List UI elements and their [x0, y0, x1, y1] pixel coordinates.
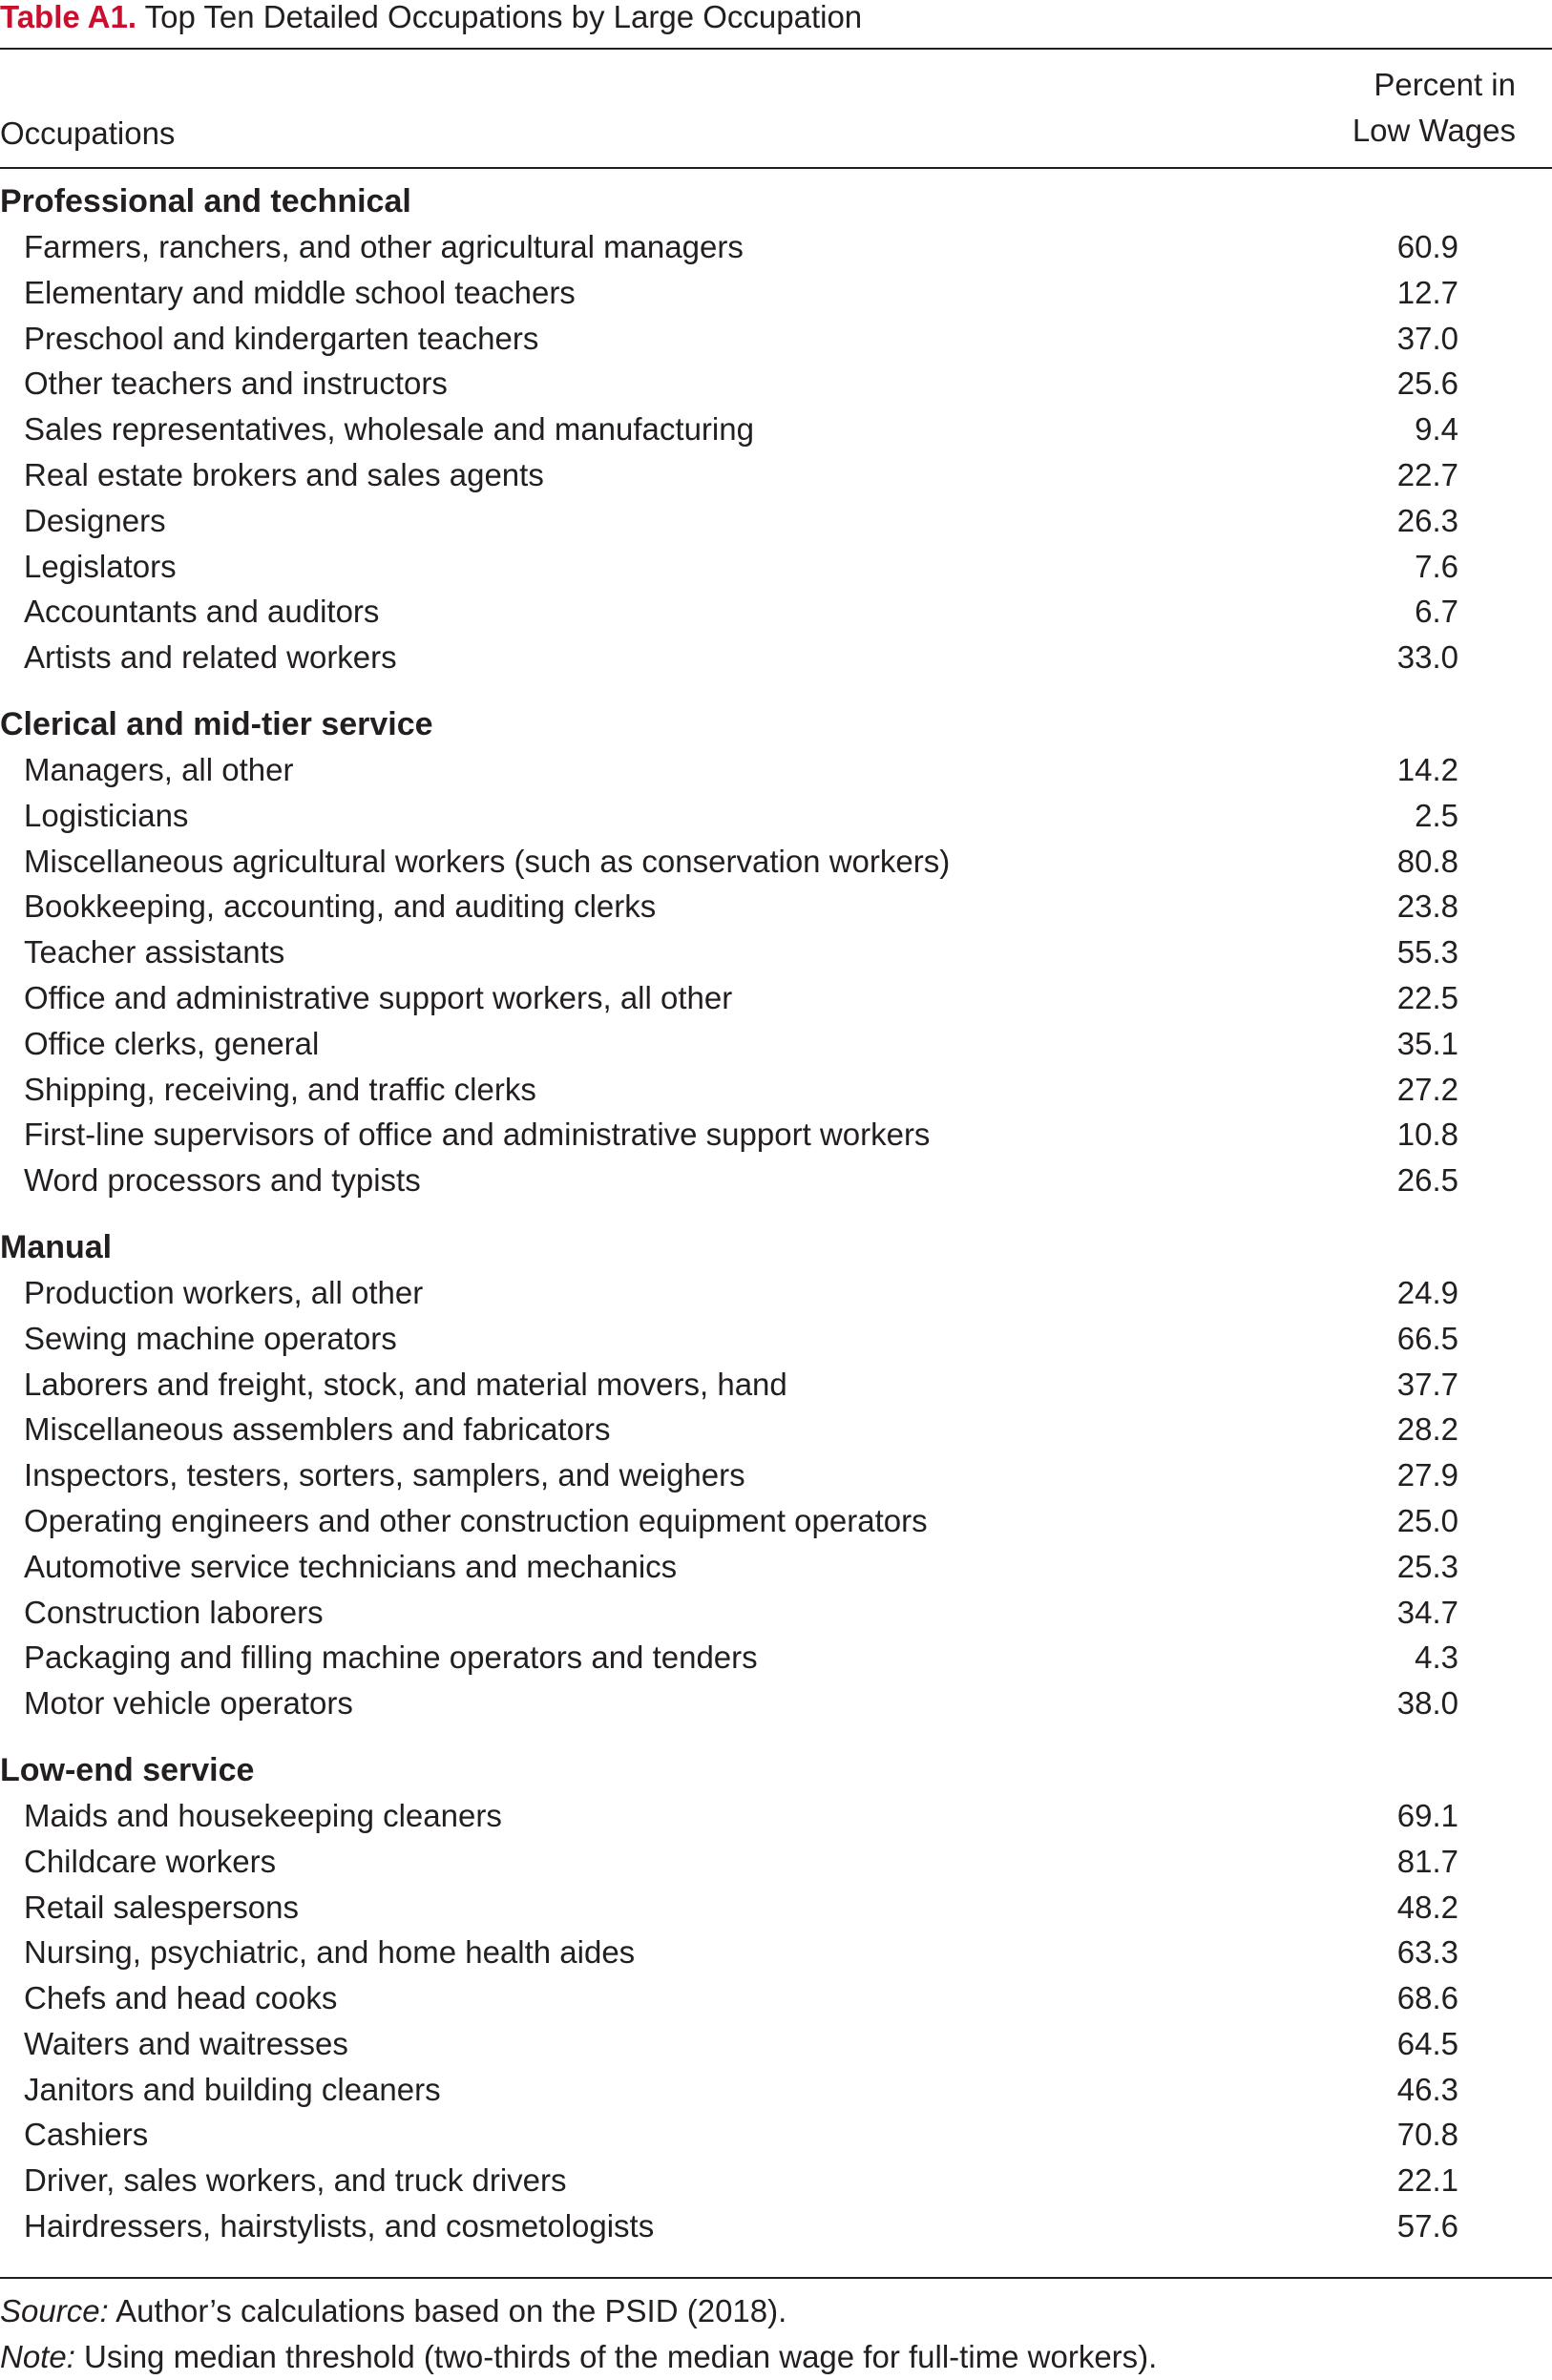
- table-body: [0, 178, 1552, 2270]
- occupation-name: Legislators: [24, 548, 177, 584]
- table-row: [0, 1316, 1552, 1362]
- table-row: [0, 635, 1552, 680]
- table-row: [0, 793, 1552, 839]
- table-title: Top Ten Detailed Occupations by Large Occupation: [144, 0, 863, 34]
- group-title: Clerical and mid-tier service: [0, 705, 433, 742]
- table-row: [0, 884, 1552, 929]
- occupation-group: [0, 1747, 1552, 2249]
- percent-low-wages-value: 7.6: [1415, 548, 1458, 584]
- table-row: [0, 1362, 1552, 1408]
- occupation-name: Miscellaneous assemblers and fabricators: [24, 1411, 611, 1448]
- occupation-name: Operating engineers and other construction equipment operators: [24, 1502, 928, 1538]
- occupation-name: Janitors and building cleaners: [24, 2071, 441, 2107]
- percent-low-wages-value: 4.3: [1415, 1639, 1458, 1676]
- table-row: [0, 270, 1552, 316]
- table-row: [0, 452, 1552, 498]
- percent-low-wages-value: 28.2: [1396, 1411, 1458, 1448]
- table-row: [0, 1544, 1552, 1590]
- table-row: [0, 1407, 1552, 1452]
- percent-low-wages-value: 38.0: [1396, 1685, 1458, 1722]
- table-row: [0, 361, 1552, 407]
- table-row: [0, 1021, 1552, 1067]
- table-row: [0, 1158, 1552, 1203]
- table-row: [0, 1112, 1552, 1158]
- occupation-name: Other teachers and instructors: [24, 365, 448, 402]
- occupation-name: Automotive service technicians and mechanics: [24, 1548, 678, 1584]
- occupation-name: Laborers and freight, stock, and material movers, hand: [24, 1366, 787, 1402]
- percent-low-wages-value: 57.6: [1396, 2208, 1458, 2244]
- percent-low-wages-value: 12.7: [1396, 274, 1458, 310]
- percent-low-wages-value: 9.4: [1415, 411, 1458, 448]
- table-row: [0, 1793, 1552, 1839]
- percent-column-header: [1268, 62, 1516, 154]
- table-caption: [0, 0, 862, 34]
- source-note: [0, 2288, 1157, 2334]
- note-lead: Note:: [0, 2339, 75, 2374]
- table-row: [0, 1452, 1552, 1498]
- percent-low-wages-value: 2.5: [1415, 797, 1458, 833]
- occupation-name: Construction laborers: [24, 1594, 324, 1630]
- percent-low-wages-value: 60.9: [1396, 229, 1458, 264]
- percent-low-wages-value: 24.9: [1396, 1274, 1458, 1310]
- table-row: [0, 1930, 1552, 1975]
- occupation-name: Retail salespersons: [24, 1889, 299, 1925]
- percent-low-wages-value: 25.0: [1396, 1502, 1458, 1538]
- source-lead: Source:: [0, 2293, 109, 2328]
- table-row: [0, 1270, 1552, 1316]
- percent-low-wages-value: 80.8: [1396, 843, 1458, 879]
- occupation-name: Designers: [24, 502, 166, 538]
- occupation-name: Inspectors, testers, sorters, samplers, and weighers: [24, 1457, 745, 1493]
- percent-low-wages-value: 70.8: [1396, 2117, 1458, 2153]
- table-row: [0, 498, 1552, 544]
- occupation-name: Bookkeeping, accounting, and auditing clerks: [24, 888, 657, 925]
- occupation-name: Maids and housekeeping cleaners: [24, 1797, 502, 1833]
- occupation-name: Hairdressers, hairstylists, and cosmetologists: [24, 2208, 655, 2244]
- percent-low-wages-value: 69.1: [1396, 1797, 1458, 1833]
- table-row: [0, 2203, 1552, 2249]
- occupation-name: Shipping, receiving, and traffic clerks: [24, 1071, 536, 1107]
- percent-low-wages-value: 22.7: [1396, 456, 1458, 492]
- occupation-name: Office and administrative support workers, all other: [24, 979, 733, 1015]
- percent-low-wages-value: 48.2: [1396, 1889, 1458, 1925]
- percent-low-wages-value: 27.9: [1396, 1457, 1458, 1493]
- percent-low-wages-value: 26.3: [1396, 502, 1458, 538]
- group-title: Manual: [0, 1228, 113, 1265]
- note-text: Using median threshold (two-thirds of the median wage for full-time workers).: [74, 2339, 1158, 2374]
- table-row: [0, 544, 1552, 590]
- percent-low-wages-value: 34.7: [1396, 1594, 1458, 1630]
- percent-low-wages-value: 81.7: [1396, 1843, 1458, 1879]
- occupation-name: Preschool and kindergarten teachers: [24, 320, 539, 356]
- table-row: [0, 1839, 1552, 1885]
- table-row: [0, 2158, 1552, 2203]
- percent-low-wages-value: 66.5: [1396, 1320, 1458, 1356]
- percent-low-wages-value: 6.7: [1415, 594, 1458, 630]
- occupation-name: Sewing machine operators: [24, 1320, 397, 1356]
- table-row: [0, 975, 1552, 1021]
- percent-low-wages-value: 25.6: [1396, 365, 1458, 402]
- percent-low-wages-value: 55.3: [1396, 934, 1458, 971]
- table-row: [0, 1885, 1552, 1931]
- percent-low-wages-value: 26.5: [1396, 1162, 1458, 1199]
- threshold-note: [0, 2334, 1157, 2380]
- percent-header-line-1: Percent in: [1374, 67, 1516, 102]
- percent-low-wages-value: 37.0: [1396, 320, 1458, 356]
- table-row: [0, 2067, 1552, 2113]
- table-row: [0, 839, 1552, 885]
- occupation-group: [0, 701, 1552, 1203]
- occupation-name: Office clerks, general: [24, 1025, 320, 1061]
- occupation-name: Managers, all other: [24, 751, 294, 787]
- occupation-name: Production workers, all other: [24, 1274, 424, 1310]
- occupation-name: Packaging and filling machine operators and tenders: [24, 1639, 758, 1676]
- top-rule: [0, 48, 1552, 50]
- table-row: [0, 316, 1552, 362]
- occupation-name: Nursing, psychiatric, and home health aides: [24, 1934, 636, 1971]
- percent-header-line-2: Low Wages: [1352, 113, 1516, 148]
- occupation-name: Childcare workers: [24, 1843, 277, 1879]
- occupation-name: Waiters and waitresses: [24, 2025, 348, 2061]
- percent-low-wages-value: 22.5: [1396, 979, 1458, 1015]
- occupation-name: Elementary and middle school teachers: [24, 274, 576, 310]
- occupation-name: Teacher assistants: [24, 934, 285, 971]
- bottom-rule: [0, 2277, 1552, 2279]
- table-row: [0, 1681, 1552, 1726]
- occupation-name: Real estate brokers and sales agents: [24, 456, 544, 492]
- percent-low-wages-value: 64.5: [1396, 2025, 1458, 2061]
- table-notes: [0, 2288, 1157, 2380]
- percent-low-wages-value: 27.2: [1396, 1071, 1458, 1107]
- percent-low-wages-value: 23.8: [1396, 888, 1458, 925]
- percent-low-wages-value: 37.7: [1396, 1366, 1458, 1402]
- table-row: [0, 1498, 1552, 1544]
- table-row: [0, 929, 1552, 975]
- percent-low-wages-value: 35.1: [1396, 1025, 1458, 1061]
- occupation-name: Chefs and head cooks: [24, 1980, 338, 2016]
- table-row: [0, 747, 1552, 793]
- table-row: [0, 224, 1552, 270]
- occupation-name: Logisticians: [24, 797, 189, 833]
- table-row: [0, 2112, 1552, 2158]
- occupations-column-header: Occupations: [0, 115, 176, 151]
- source-text: Author’s calculations based on the PSID (2018).: [108, 2293, 787, 2328]
- occupation-name: First-line supervisors of office and administrative support workers: [24, 1117, 931, 1153]
- table-row: [0, 2021, 1552, 2067]
- percent-low-wages-value: 68.6: [1396, 1980, 1458, 2016]
- group-title: Professional and technical: [0, 183, 411, 219]
- occupation-name: Artists and related workers: [24, 639, 397, 676]
- table-row: [0, 589, 1552, 635]
- header-rule: [0, 167, 1552, 169]
- occupation-name: Motor vehicle operators: [24, 1685, 353, 1722]
- occupation-group: [0, 1224, 1552, 1726]
- percent-low-wages-value: 10.8: [1396, 1117, 1458, 1153]
- percent-low-wages-value: 22.1: [1396, 2162, 1458, 2199]
- table-row: [0, 1067, 1552, 1113]
- occupation-name: Word processors and typists: [24, 1162, 421, 1199]
- percent-low-wages-value: 33.0: [1396, 639, 1458, 676]
- group-title: Low-end service: [0, 1751, 255, 1788]
- percent-low-wages-value: 63.3: [1396, 1934, 1458, 1971]
- table-row: [0, 1635, 1552, 1681]
- occupation-name: Driver, sales workers, and truck drivers: [24, 2162, 567, 2199]
- occupation-name: Farmers, ranchers, and other agricultural managers: [24, 229, 744, 264]
- table-number: Table A1.: [0, 0, 137, 34]
- percent-low-wages-value: 14.2: [1396, 751, 1458, 787]
- table-row: [0, 407, 1552, 452]
- percent-low-wages-value: 25.3: [1396, 1548, 1458, 1584]
- table-row: [0, 1975, 1552, 2021]
- occupation-name: Miscellaneous agricultural workers (such as conservation workers): [24, 843, 951, 879]
- occupation-name: Accountants and auditors: [24, 594, 380, 630]
- occupation-name: Sales representatives, wholesale and manufacturing: [24, 411, 754, 448]
- occupation-name: Cashiers: [24, 2117, 149, 2153]
- occupation-group: [0, 178, 1552, 680]
- percent-low-wages-value: 46.3: [1396, 2071, 1458, 2107]
- table-row: [0, 1590, 1552, 1636]
